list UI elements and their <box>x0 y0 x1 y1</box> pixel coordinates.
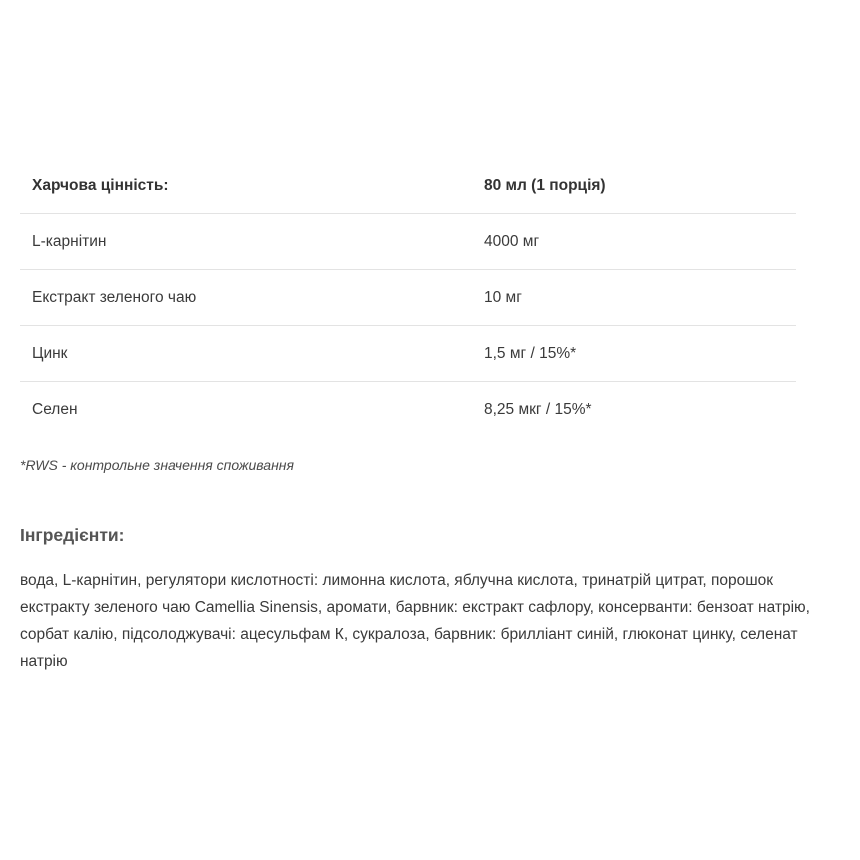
nutrient-value: 1,5 мг / 15%* <box>468 326 796 382</box>
table-row <box>20 382 796 438</box>
nutrition-header-row <box>20 158 796 214</box>
nutrient-name: Екстракт зеленого чаю <box>20 270 468 326</box>
nutrient-name: Цинк <box>20 326 468 382</box>
nutrient-value: 10 мг <box>468 270 796 326</box>
ingredients-text: вода, L-карнітин, регулятори кислотності: лимонна кислота, яблучна кислота, тринатрій цитрат, порошок екстракту зеленого чаю Camellia Sinensis, аромати, барвник: екстракт сафлору, консерванти: бензоат натрію, сорбат калію, підсолоджувачі: ацесульфам К, сукралоза, барвник: брилліант синій, глюконат цинку, селенат натрію <box>20 572 810 670</box>
nutrient-value: 4000 мг <box>468 214 796 270</box>
nutrition-table <box>20 158 796 437</box>
nutrient-name: L-карнітин <box>20 214 468 270</box>
rws-footnote: *RWS - контрольне значення споживання <box>20 457 294 473</box>
table-row <box>20 214 796 270</box>
nutrient-name: Селен <box>32 400 78 418</box>
nutrition-header-value: 80 мл (1 порція) <box>468 158 796 214</box>
ingredients-heading: Інгредієнти: <box>20 525 125 545</box>
nutrient-value: 8,25 мкг / 15%* <box>484 400 592 418</box>
table-row <box>20 270 796 326</box>
nutrition-header-name: Харчова цінність: <box>20 158 468 214</box>
table-row <box>20 326 796 382</box>
